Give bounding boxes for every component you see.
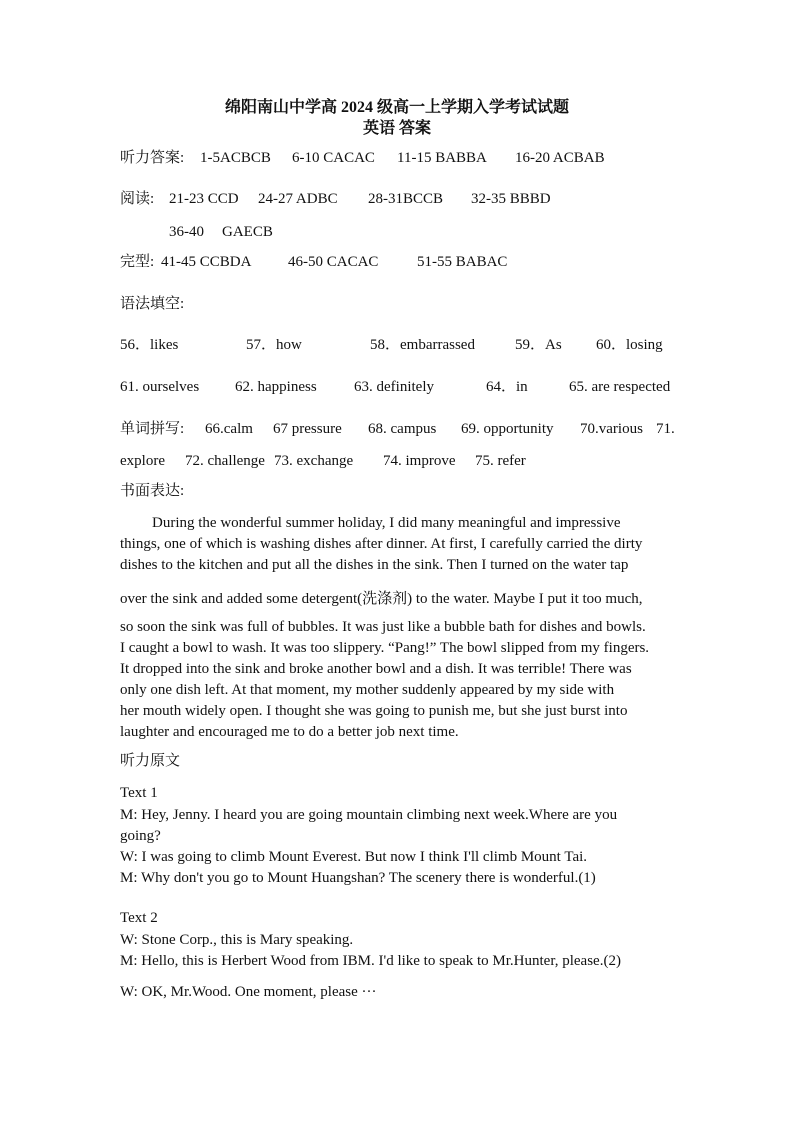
- reading-group: 21-23 CCD: [169, 191, 239, 207]
- transcript-label: 听力原文: [120, 753, 181, 769]
- reading-group: 36-40: [169, 224, 204, 240]
- listening-group: 11-15 BABBA: [397, 150, 487, 166]
- writing-line: It dropped into the sink and broke another bowl and a dish. It was terrible! There was: [120, 661, 632, 677]
- grammar-answer: 64．in: [486, 379, 528, 395]
- reading-group: 32-35 BBBD: [471, 191, 551, 207]
- spelling-answer: 68. campus: [368, 421, 437, 437]
- transcript-line: M: Hey, Jenny. I heard you are going mountain climbing next week.Where are you: [120, 807, 618, 823]
- writing-line: laughter and encouraged me to do a better job next time.: [120, 724, 459, 740]
- writing-line: During the wonderful summer holiday, I did many meaningful and impressive: [152, 515, 621, 531]
- writing-line: over the sink and added some detergent(洗涤剂) to the water. Maybe I put it too much,: [120, 591, 643, 607]
- listening-group: 6-10 CACAC: [292, 150, 375, 166]
- transcript-line: M: Hello, this is Herbert Wood from IBM. I'd like to speak to Mr.Hunter, please.(2): [120, 953, 621, 969]
- listening-group: 1-5ACBCB: [200, 150, 271, 166]
- spelling-answer: 66.calm: [205, 421, 253, 437]
- writing-label: 书面表达:: [120, 483, 185, 499]
- document-subtitle: 英语 答案: [362, 120, 431, 137]
- spelling-answer: explore: [120, 453, 165, 469]
- reading-label: 阅读:: [120, 191, 155, 207]
- spelling-answer: 75. refer: [475, 453, 526, 469]
- grammar-answer: 57．how: [246, 337, 302, 353]
- grammar-answer: 60．losing: [596, 337, 663, 353]
- spelling-answer: 74. improve: [383, 453, 456, 469]
- listening-label: 听力答案:: [120, 150, 185, 166]
- spelling-answer: 69. opportunity: [461, 421, 554, 437]
- writing-line: dishes to the kitchen and put all the dishes in the sink. Then I turned on the water tap: [120, 557, 629, 573]
- spelling-answer: 72. challenge: [185, 453, 265, 469]
- grammar-answer: 62. happiness: [235, 379, 317, 395]
- writing-line: things, one of which is washing dishes after dinner. At first, I carefully carried the dirty: [120, 536, 643, 552]
- cloze-label: 完型:: [120, 254, 155, 270]
- transcript-line: M: Why don't you go to Mount Huangshan? The scenery there is wonderful.(1): [120, 870, 596, 886]
- writing-line: her mouth widely open. I thought she was going to punish me, but she just burst into: [120, 703, 628, 719]
- text1-title: Text 1: [120, 785, 158, 801]
- reading-group: 28-31BCCB: [368, 191, 444, 207]
- text2-title: Text 2: [120, 910, 158, 926]
- grammar-label: 语法填空:: [120, 296, 185, 312]
- transcript-line: W: OK, Mr.Wood. One moment, please ···: [120, 984, 377, 1000]
- spelling-label: 单词拼写:: [120, 421, 185, 437]
- spelling-answer: 71.: [656, 421, 675, 437]
- cloze-group: 46-50 CACAC: [288, 254, 379, 270]
- transcript-line: going?: [120, 828, 161, 844]
- transcript-line: W: Stone Corp., this is Mary speaking.: [120, 932, 354, 948]
- transcript-line: W: I was going to climb Mount Everest. But now I think I'll climb Mount Tai.: [120, 849, 588, 865]
- reading-group: 24-27 ADBC: [258, 191, 338, 207]
- reading-group: GAECB: [222, 224, 273, 240]
- grammar-answer: 58．embarrassed: [370, 337, 475, 353]
- grammar-answer: 56．likes: [120, 337, 179, 353]
- cloze-group: 41-45 CCBDA: [161, 254, 252, 270]
- writing-line: only one dish left. At that moment, my mother suddenly appeared by my side with: [120, 682, 615, 698]
- writing-line: so soon the sink was full of bubbles. It was just like a bubble bath for dishes and bowls.: [120, 619, 646, 635]
- spelling-answer: 67 pressure: [273, 421, 342, 437]
- grammar-answer: 63. definitely: [354, 379, 434, 395]
- listening-group: 16-20 ACBAB: [515, 150, 605, 166]
- grammar-answer: 65. are respected: [569, 379, 671, 395]
- spelling-answer: 70.various: [580, 421, 643, 437]
- document-title: 绵阳南山中学高 2024 级高一上学期入学考试试题: [224, 99, 569, 116]
- grammar-answer: 61. ourselves: [120, 379, 200, 395]
- grammar-answer: 59．As: [515, 337, 562, 353]
- cloze-group: 51-55 BABAC: [417, 254, 508, 270]
- writing-line: I caught a bowl to wash. It was too slippery. “Pang!” The bowl slipped from my fingers.: [120, 640, 650, 656]
- spelling-answer: 73. exchange: [274, 453, 354, 469]
